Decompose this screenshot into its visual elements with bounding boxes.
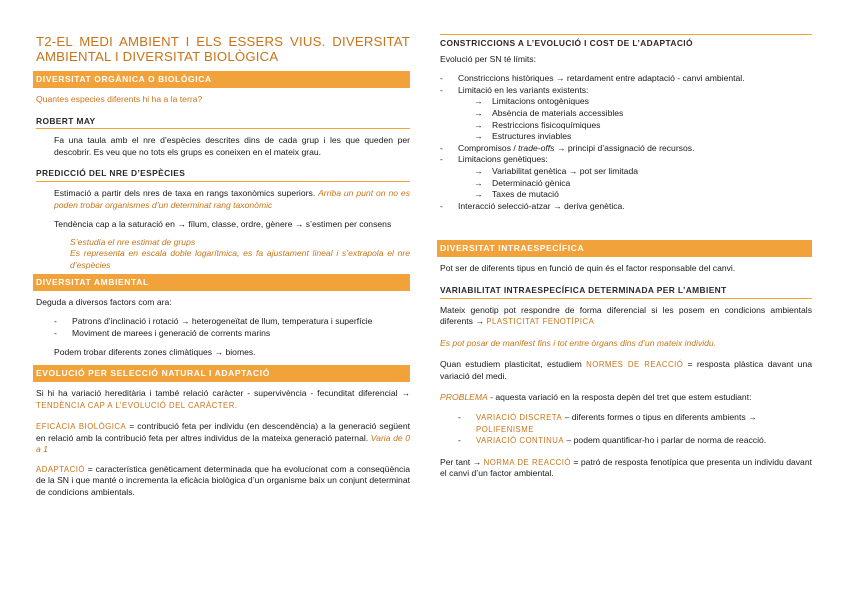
section-question: Quantes especies diferents hi ha a la terra? — [36, 94, 203, 104]
polifenisme-accent: POLIFENISME — [476, 424, 534, 434]
constriccions-intro: Evolució per SN té límits: — [440, 53, 536, 64]
list-item: → Restriccions fisicoquímiques — [474, 120, 812, 132]
subheading-prediccio: PREDICCIÓ DEL NRE D’ESPÈCIES — [36, 168, 410, 182]
variacio-continua-term: VARIACIÓ CONTINUA — [476, 436, 565, 446]
right-column — [440, 34, 812, 480]
section-bar-evolucio: EVOLUCIÓ PER SELECCIÓ NATURAL I ADAPTACIÓ — [33, 365, 410, 382]
norma-reaccio-term: NORMA DE REACCIÓ — [483, 457, 571, 467]
limitacions-sublist — [474, 96, 812, 142]
list-item: → Limitacions ontogèniques — [474, 96, 812, 108]
section-bar-diversitat-intraespecifica: DIVERSITAT INTRAESPECÍFICA — [437, 240, 812, 257]
intraespecifica-text: Pot ser de diferents tipus en funció de quin és el factor responsable del canvi. — [440, 263, 736, 274]
eficacia-italic: Varia de 0 a 1 — [36, 432, 410, 455]
problema-paragraph: PROBLEMA - aquesta variació en la resposta depèn del tret que estem estudiant: — [440, 392, 752, 403]
document-title: T2-EL MEDI AMBIENT I ELS ESSERS VIUS. DIVERSITAT AMBIENTAL I DIVERSITAT BIOLÒGICA — [36, 34, 410, 64]
list-item: - VARIACIÓ DISCRETA – diferents formes o tipus en diferents ambients → POLIFENISME — [458, 412, 812, 435]
list-item: - Moviment de marees i generació de corrents marins — [54, 328, 410, 340]
subheading-robert-may: ROBERT MAY — [36, 116, 410, 130]
prediccio-note-2: Es representa en escala doble logarítmica, es fa ajustament lineal i s’extrapola el nre d’espècies — [70, 248, 410, 270]
robert-may-text: Fa una taula amb el nre d’espècies descrites dins de cada grup i les que queden per descobrir. Es veu que no tots els grups es coneixen en el mateix grau. — [54, 135, 410, 157]
eficacia-term: EFICÀCIA BIOLÒGICA — [36, 422, 127, 432]
variacio-list — [458, 412, 812, 447]
list-item: → Taxes de mutació — [474, 189, 812, 201]
subheading-variabilitat: VARIABILITAT INTRAESPECÍFICA DETERMINADA PER L’AMBIENT — [440, 285, 812, 299]
plasticitat-accent: PLASTICITAT FENOTÍPICA — [486, 317, 595, 327]
prediccio-note-1: S’estudia el nre estimat de grups — [70, 236, 196, 247]
eficacia-paragraph: EFICÀCIA BIOLÒGICA = contribució feta per individu (en descendència) a la generació següent en relació amb la contribució feta per altres individus de la mateixa generació paternal. Varia de 0 a 1 — [36, 421, 411, 455]
list-item: - Compromisos / trade-offs → principi d’assignació de recursos. — [440, 143, 812, 155]
diversitat-ambiental-outro: Podem trobar diferents zones climàtiques → biomes. — [54, 347, 256, 358]
section-bar-diversitat-organica: DIVERSITAT ORGÀNICA O BIOLÒGICA — [33, 71, 410, 88]
list-item: - VARIACIÓ CONTINUA – podem quantificar-ho i parlar de norma de reacció. — [458, 435, 812, 447]
normes-paragraph: Quan estudiem plasticitat, estudiem NORMES DE REACCIÓ = resposta plàstica davant una variació del medi. — [440, 359, 813, 381]
list-item: → Absència de materials accessibles — [474, 108, 812, 120]
norma-reaccio-paragraph: Per tant → NORMA DE REACCIÓ = patró de resposta fenotípica que presenta un individu davant el canvi d’un factor ambiental. — [440, 456, 813, 479]
prediccio-paragraph-2: Tendència cap a la saturació en → fílum, classe, ordre, gènere → s’estimen per consens — [54, 219, 392, 230]
constriccions-list-2 — [440, 143, 812, 166]
constriccions-list — [440, 73, 812, 96]
variacio-discreta-term: VARIACIÓ DISCRETA — [476, 413, 563, 423]
section-bar-diversitat-ambiental: DIVERSITAT AMBIENTAL — [33, 274, 410, 291]
evolucio-paragraph: Si hi ha variació hereditària i també relació caràcter - supervivència - fecunditat diferencial → TENDÈNCIA CAP A L’EVOLUCIÓ DEL CARÀCTER. — [36, 387, 410, 410]
diversitat-ambiental-intro: Deguda a diversos factors com ara: — [36, 296, 172, 307]
list-item: → Estructures inviables — [474, 131, 812, 143]
variabilitat-paragraph: Mateix genotip pot respondre de forma diferencial si les posem en condicions ambientals diferents → PLASTICITAT FENOTÍPICA — [440, 304, 812, 327]
adaptacio-paragraph: ADAPTACIÓ = característica genèticament determinada que ha evolucionat com a conseqüència de la SN i que manté o incrementa la eficàcia biològica d’un organisme baix un conjunt determinat de condicions ambientals. — [36, 463, 410, 498]
prediccio-italic-note: Arriba un punt on no es poden trobar organismes d’un determinat rang taxonòmic — [54, 187, 410, 210]
list-item: - Constriccions històriques → retardament entre adaptació - canvi ambiental. — [440, 73, 812, 85]
list-item: - Limitacions genètiques: — [440, 154, 812, 166]
list-item: → Variabilitat genètica → pot ser limitada — [474, 166, 812, 178]
genetiques-sublist — [474, 166, 812, 201]
constriccions-list-3 — [440, 201, 812, 213]
problema-term: PROBLEMA — [440, 392, 488, 403]
left-column — [36, 34, 410, 499]
prediccio-paragraph-1: Estimació a partir dels nres de taxa en rangs taxonòmics superiors. Arriba un punt on no es poden trobar organismes d’un determinat rang taxonòmic — [54, 187, 410, 210]
subheading-constriccions: CONSTRICCIONS A L’EVOLUCIÓ I COST DE L’ADAPTACIÓ — [440, 34, 812, 50]
list-item: - Interacció selecció-atzar → deriva genètica. — [440, 201, 812, 213]
list-item: → Determinació gènica — [474, 178, 812, 190]
variabilitat-italic: Es pot posar de manifest fins i tot entre òrgans dins d’un mateix individu. — [440, 337, 717, 348]
evolucio-accent: TENDÈNCIA CAP A L’EVOLUCIÓ DEL CARÀCTER. — [36, 400, 238, 410]
adaptacio-term: ADAPTACIÓ — [36, 464, 85, 474]
normes-term: NORMES DE REACCIÓ — [586, 360, 684, 370]
factors-list — [54, 316, 410, 339]
list-item: - Patrons d’inclinació i rotació → heterogeneïtat de llum, temperatura i superfície — [54, 316, 410, 328]
list-item: - Limitació en les variants existents: — [440, 85, 812, 97]
